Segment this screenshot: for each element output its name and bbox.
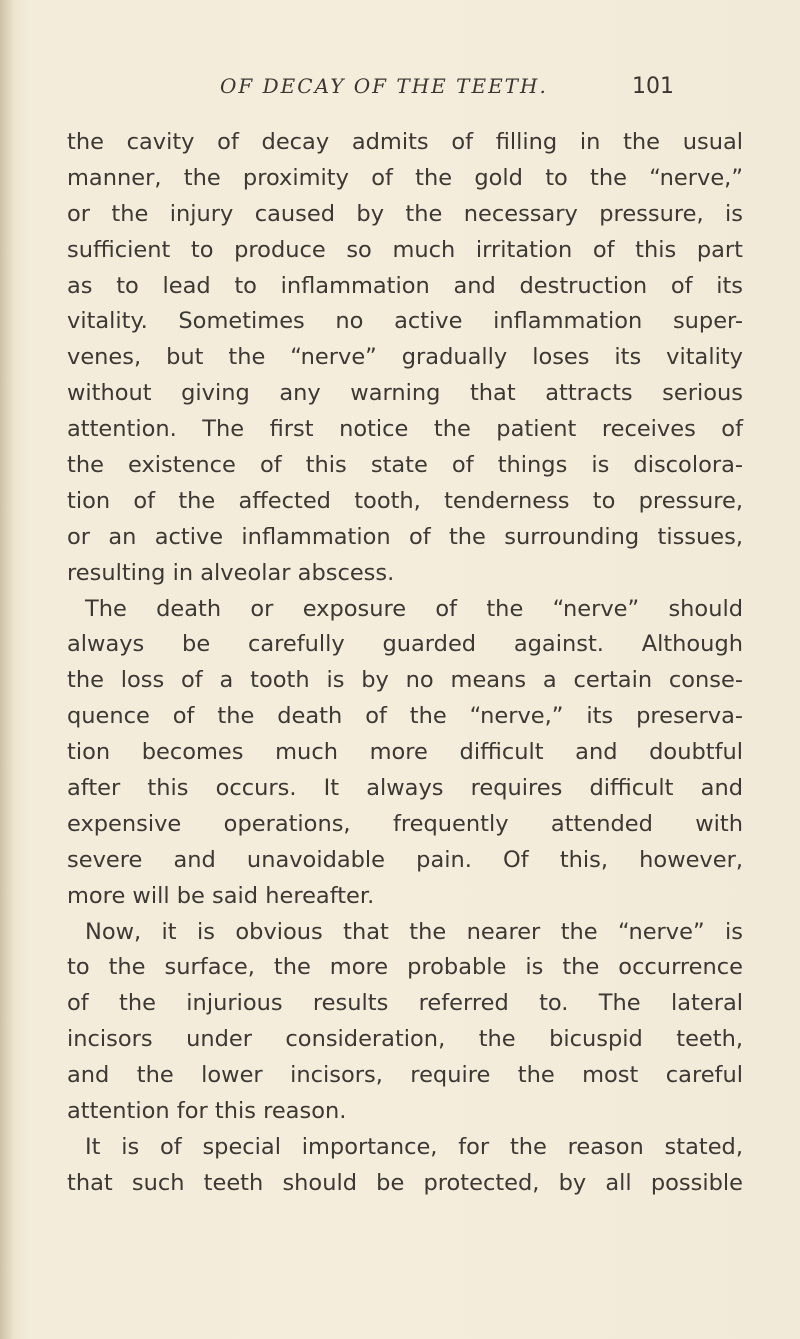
text-line: the loss of a tooth is by no means a certain conse-: [67, 667, 743, 694]
text-line: the cavity of decay admits of filling in the usual: [67, 129, 743, 155]
running-head: [0, 64, 800, 104]
text-line: or an active inflammation of the surrounding tissues,: [67, 523, 743, 550]
text-line: without giving any warning that attracts serious: [67, 380, 743, 407]
text-line: expensive operations, frequently attended with: [67, 810, 743, 837]
text-line: manner, the proximity of the gold to the “nerve,”: [67, 164, 743, 191]
text-line: The death or exposure of the “nerve” should: [85, 595, 743, 622]
text-line: and the lower incisors, require the most careful: [67, 1062, 743, 1089]
text-line: venes, but the “nerve” gradually loses its vitality: [67, 344, 743, 371]
text-line: after this occurs. It always requires difficult and: [67, 775, 743, 802]
text-line: It is of special importance, for the reason stated,: [85, 1133, 743, 1160]
binding-shadow: [0, 0, 14, 1339]
text-line: Now, it is obvious that the nearer the “nerve” is: [85, 918, 743, 945]
page-number: 101: [632, 74, 674, 99]
text-line: always be carefully guarded against. Although: [67, 631, 743, 658]
text-line: tion of the affected tooth, tenderness to pressure,: [67, 487, 743, 514]
text-line: that such teeth should be protected, by all possible: [67, 1169, 743, 1196]
text-line: quence of the death of the “nerve,” its preserva-: [67, 703, 743, 730]
text-line: attention. The first notice the patient receives of: [67, 416, 743, 443]
text-line: or the injury caused by the necessary pressure, is: [67, 200, 743, 227]
text-line: of the injurious results referred to. The lateral: [67, 990, 743, 1017]
text-line: incisors under consideration, the bicuspid teeth,: [67, 1026, 743, 1053]
running-head-title: OF DECAY OF THE TEETH.: [220, 74, 548, 98]
text-line: attention for this reason.: [67, 1098, 347, 1125]
text-line: more will be said hereafter.: [67, 882, 375, 909]
text-line: the existence of this state of things is discolora-: [67, 452, 743, 479]
text-line: sufficient to produce so much irritation of this part: [67, 236, 743, 263]
text-line: vitality. Sometimes no active inflammation super-: [67, 308, 743, 335]
text-line: tion becomes much more difficult and doubtful: [67, 739, 743, 766]
text-line: as to lead to inflammation and destruction of its: [67, 272, 743, 299]
text-line: to the surface, the more probable is the occurrence: [67, 954, 743, 981]
text-line: resulting in alveolar abscess.: [67, 559, 395, 586]
body-text: [67, 125, 743, 1202]
text-line: severe and unavoidable pain. Of this, however,: [67, 846, 743, 873]
